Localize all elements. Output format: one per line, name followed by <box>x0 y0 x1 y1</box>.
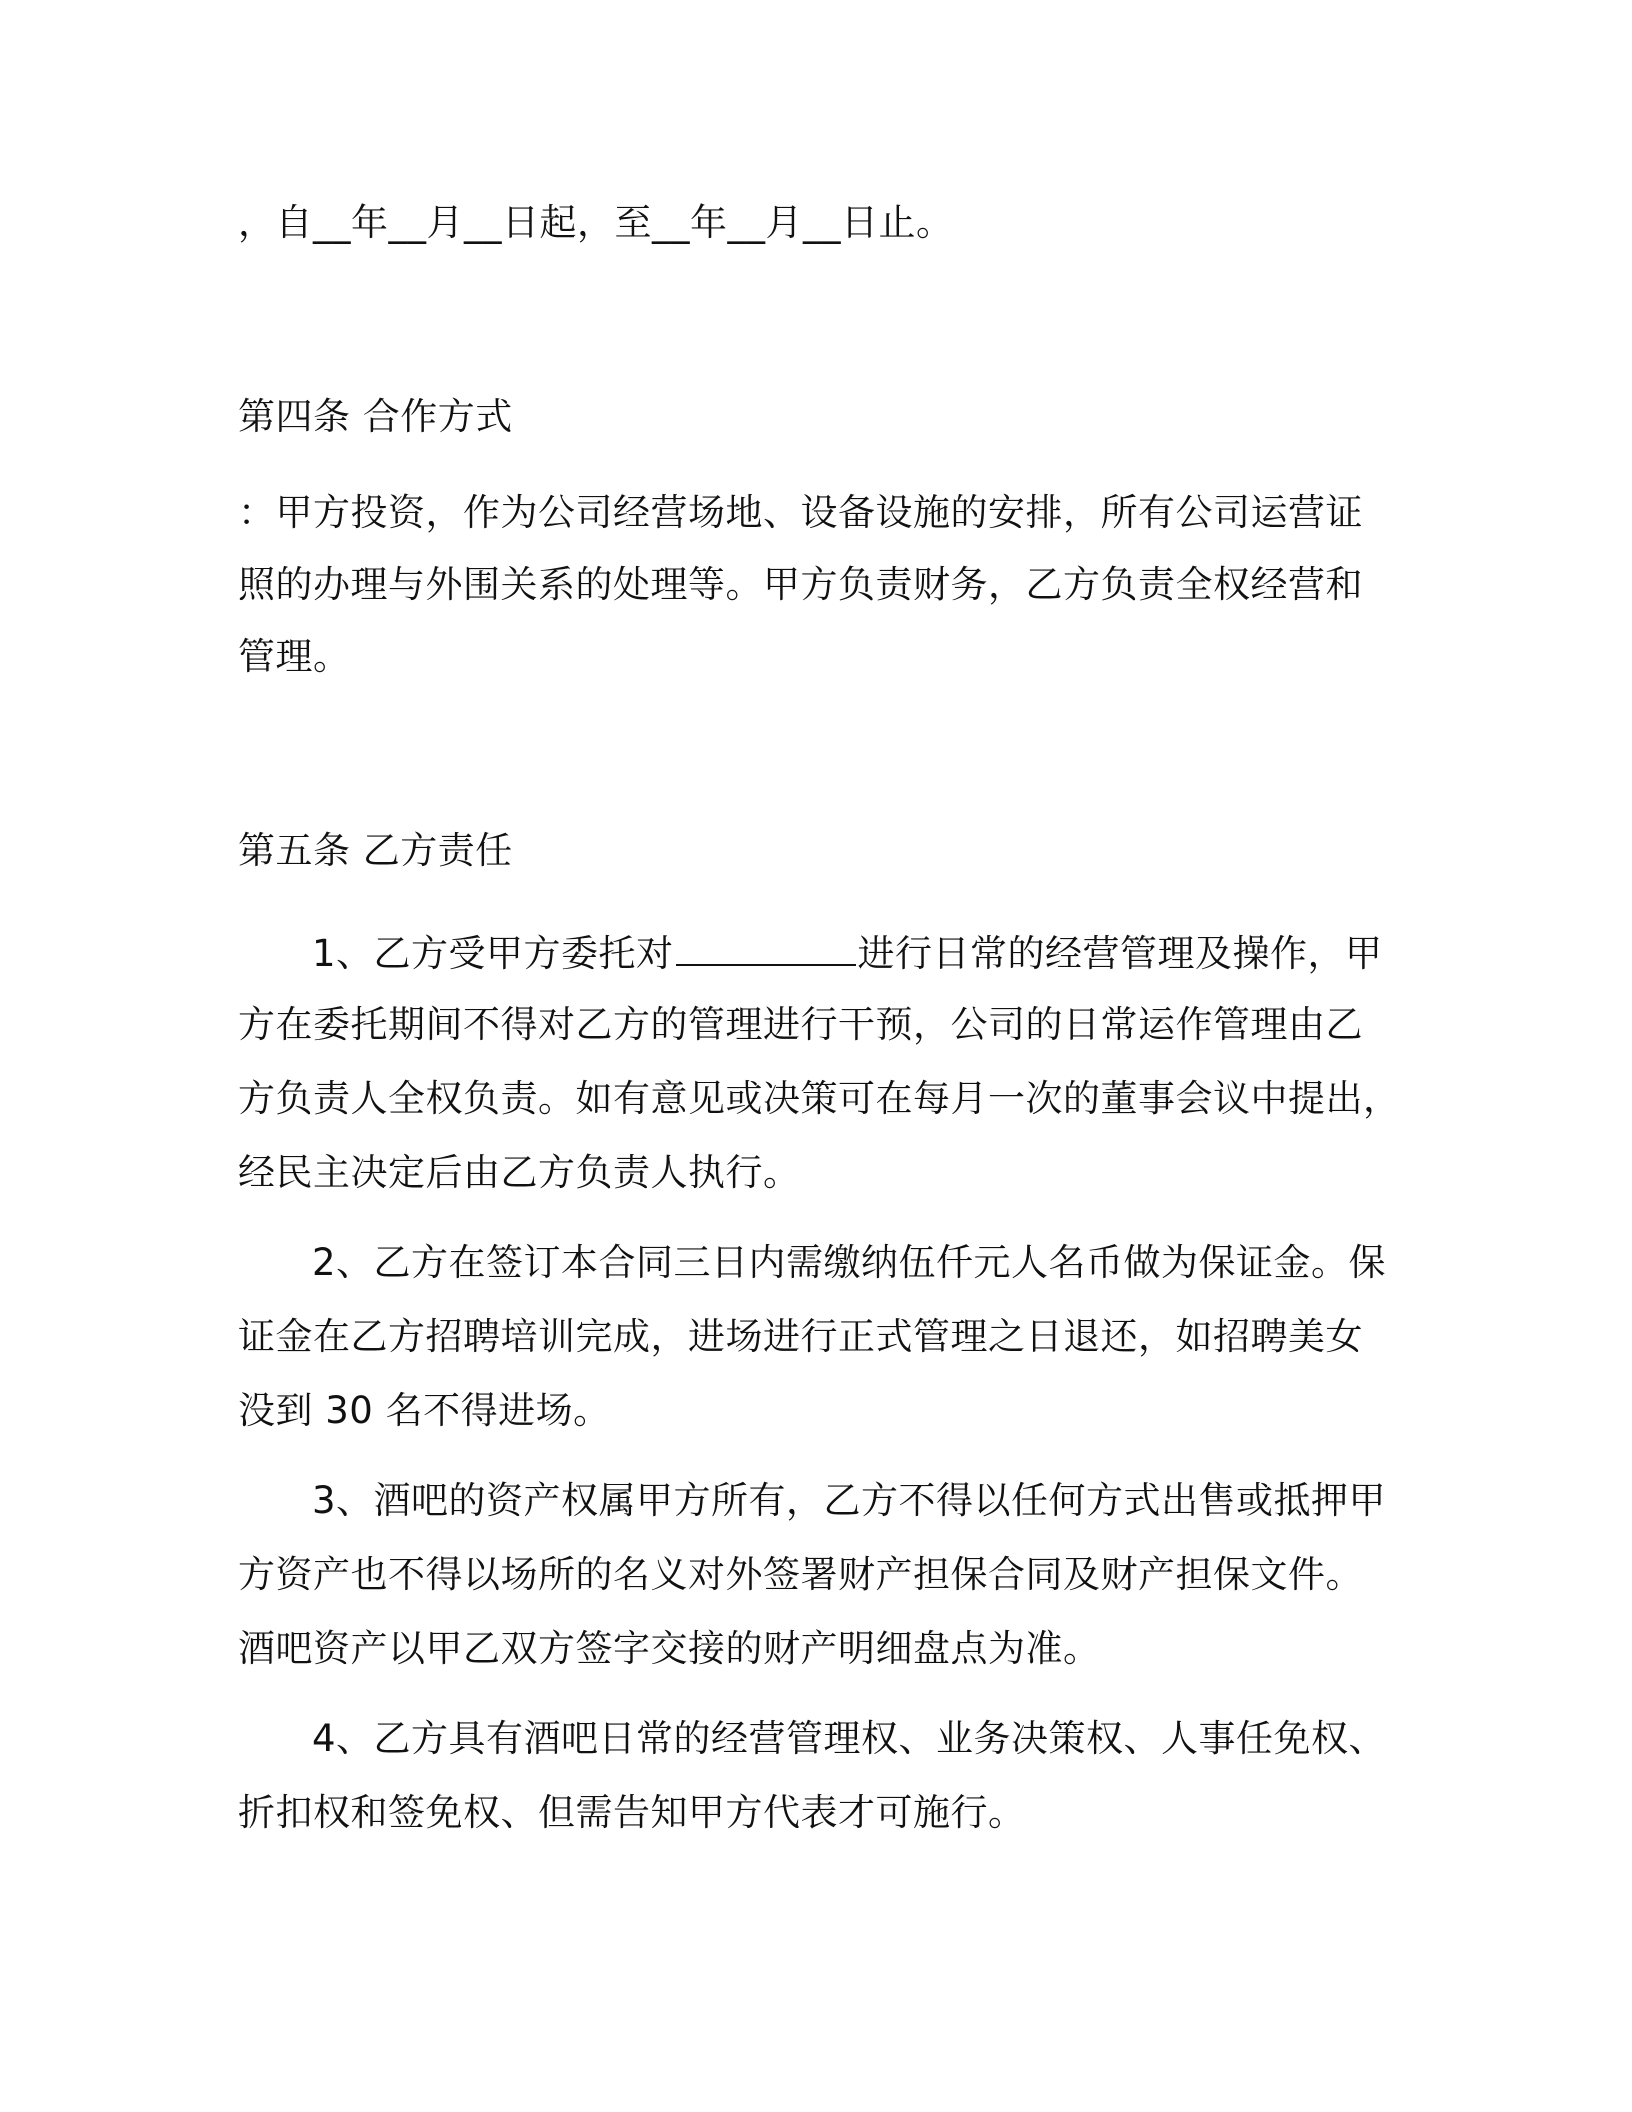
term-line: ，自__年__月__日起，至__年__月__日止。 <box>238 201 954 244</box>
article-5-item-1-line-3: 方负责人全权负责。如有意见或决策可在每月一次的董事会议中提出， <box>238 1077 1401 1120</box>
article-5-item-1-line-4: 经民主决定后由乙方负责人执行。 <box>238 1151 801 1194</box>
fill-in-blank <box>676 926 856 966</box>
article-4-line-3: 管理。 <box>238 635 351 678</box>
article-4-line-1: ：甲方投资，作为公司经营场地、设备设施的安排，所有公司运营证 <box>238 491 1363 534</box>
article-5-item-2-line-3: 没到 30 名不得进场。 <box>238 1389 611 1432</box>
item-1-suffix: 进行日常的经营管理及操作，甲 <box>857 932 1383 975</box>
article-5-item-1-line-2: 方在委托期间不得对乙方的管理进行干预，公司的日常运作管理由乙 <box>238 1003 1363 1046</box>
article-5-item-3-line-3: 酒吧资产以甲乙双方签字交接的财产明细盘点为准。 <box>238 1627 1101 1670</box>
article-5-item-1-first-line <box>312 926 1383 979</box>
article-5-item-2-line-2: 证金在乙方招聘培训完成，进场进行正式管理之日退还，如招聘美女 <box>238 1315 1363 1358</box>
article-5-item-3-line-1: 3、酒吧的资产权属甲方所有，乙方不得以任何方式出售或抵押甲 <box>312 1479 1387 1522</box>
article-4-line-2: 照的办理与外围关系的处理等。甲方负责财务，乙方负责全权经营和 <box>238 563 1363 606</box>
article-5-item-4-line-2: 折扣权和签免权、但需告知甲方代表才可施行。 <box>238 1791 1026 1834</box>
article-5-item-3-line-2: 方资产也不得以场所的名义对外签署财产担保合同及财产担保文件。 <box>238 1553 1363 1596</box>
article-5-item-2-line-1: 2、乙方在签订本合同三日内需缴纳伍仟元人名币做为保证金。保 <box>312 1241 1387 1284</box>
article-5-item-4-line-1: 4、乙方具有酒吧日常的经营管理权、业务决策权、人事任免权、 <box>312 1717 1387 1760</box>
article-5-heading: 第五条 乙方责任 <box>238 829 513 872</box>
item-1-prefix: 1、乙方受甲方委托对 <box>312 932 674 975</box>
article-4-heading: 第四条 合作方式 <box>238 395 513 438</box>
